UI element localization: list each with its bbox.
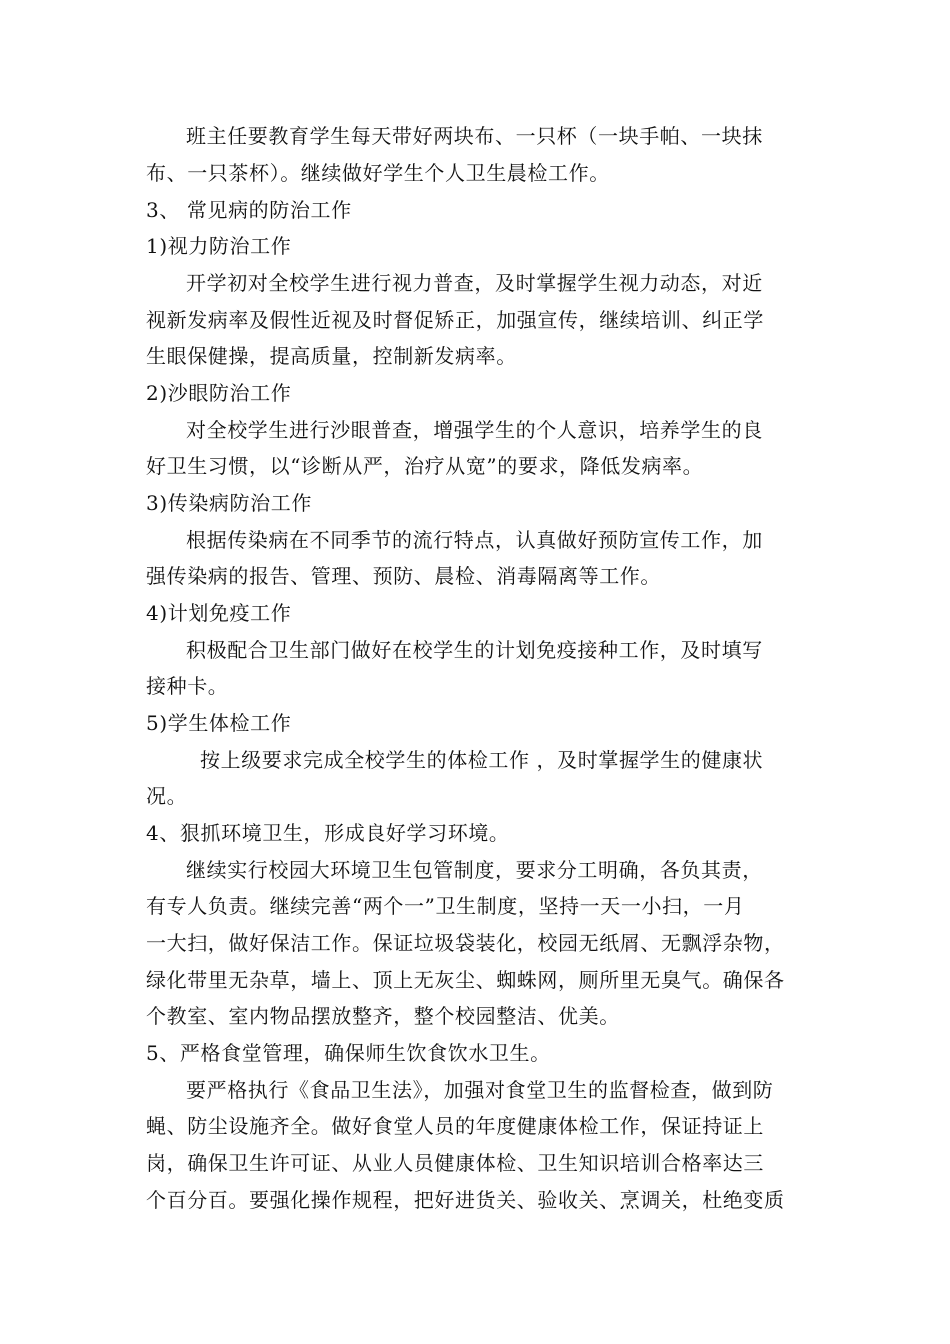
paragraph-line: 绿化带里无杂草，墙上、顶上无灰尘、蜘蛛网，厕所里无臭气。确保各 [146, 968, 785, 992]
paragraph-line: 况。 [146, 784, 188, 808]
section-heading: 5、严格食堂管理，确保师生饮食饮水卫生。 [146, 1041, 551, 1065]
subsection-heading: 5)学生体检工作 [146, 711, 292, 735]
paragraph-line: 岗，确保卫生许可证、从业人员健康体检、卫生知识培训合格率达三 [146, 1151, 764, 1175]
paragraph-line: 一大扫，做好保洁工作。保证垃圾袋装化，校园无纸屑、无飘浮杂物， [146, 931, 785, 955]
paragraph-line: 接种卡。 [146, 674, 229, 698]
paragraph-line: 开学初对全校学生进行视力普查，及时掌握学生视力动态，对近 [186, 271, 763, 295]
paragraph-line: 有专人负责。继续完善“两个一”卫生制度，坚持一天一小扫，一月 [146, 894, 745, 918]
section-heading: 3、 常见病的防治工作 [146, 198, 352, 222]
subsection-heading: 2)沙眼防治工作 [146, 381, 292, 405]
subsection-heading: 3)传染病防治工作 [146, 491, 312, 515]
subsection-heading: 1)视力防治工作 [146, 234, 292, 258]
paragraph-line: 布、一只茶杯）。继续做好学生个人卫生晨检工作。 [146, 161, 610, 185]
paragraph-line: 按上级要求完成全校学生的体检工作 ，及时掌握学生的健康状 [200, 748, 764, 772]
section-heading: 4、狠抓环境卫生，形成良好学习环境。 [146, 821, 510, 845]
paragraph-line: 强传染病的报告、管理、预防、晨检、消毒隔离等工作。 [146, 564, 661, 588]
paragraph-line: 个教室、室内物品摆放整齐，整个校园整洁、优美。 [146, 1004, 620, 1028]
paragraph-line: 视新发病率及假性近视及时督促矫正，加强宣传，继续培训、纠正学 [146, 308, 764, 332]
paragraph-line: 积极配合卫生部门做好在校学生的计划免疫接种工作，及时填写 [186, 638, 763, 662]
paragraph-line: 对全校学生进行沙眼普查，增强学生的个人意识，培养学生的良 [186, 418, 763, 442]
paragraph-line: 蝇、防尘设施齐全。做好食堂人员的年度健康体检工作，保证持证上 [146, 1114, 764, 1138]
paragraph-line: 根据传染病在不同季节的流行特点，认真做好预防宣传工作，加 [186, 528, 763, 552]
paragraph-line: 生眼保健操，提高质量，控制新发病率。 [146, 344, 517, 368]
subsection-heading: 4)计划免疫工作 [146, 601, 292, 625]
paragraph-line: 要严格执行《食品卫生法》，加强对食堂卫生的监督检查，做到防 [186, 1078, 774, 1102]
paragraph-line: 班主任要教育学生每天带好两块布、一只杯（一块手帕、一块抹 [186, 124, 763, 148]
paragraph-line: 继续实行校园大环境卫生包管制度，要求分工明确，各负其责， [186, 858, 763, 882]
paragraph-line: 好卫生习惯，以“诊断从严，治疗从宽”的要求，降低发病率。 [146, 454, 704, 478]
paragraph-line: 个百分百。要强化操作规程，把好进货关、验收关、烹调关，杜绝变质 [146, 1188, 785, 1212]
